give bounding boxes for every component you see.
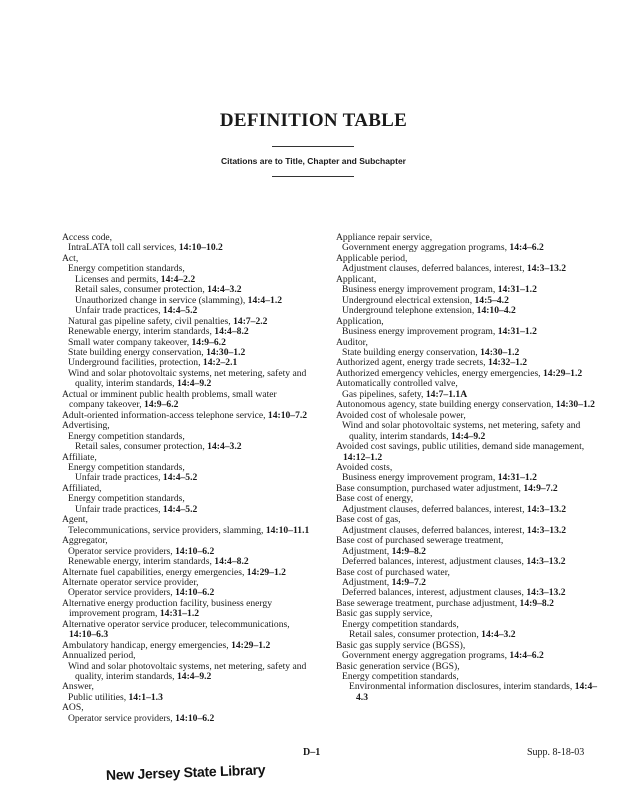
citation: 14:31–1.2	[497, 326, 537, 338]
entry-text: Licenses and permits,	[75, 273, 161, 285]
entry-text: Applicant,	[336, 273, 377, 285]
entry-text: Renewable energy, interim standards,	[68, 556, 215, 568]
entry-text: Operator service providers,	[68, 587, 176, 599]
citation: 14:3–13.2	[526, 263, 567, 275]
entry-text: Access code,	[62, 232, 113, 243]
citation: 14:9–6.2	[191, 336, 226, 348]
entry-text: Advertising,	[62, 420, 110, 432]
entry-text: Energy competition standards,	[68, 263, 185, 275]
entry-text: Application,	[336, 315, 384, 327]
index-subentry	[336, 327, 598, 337]
citation: 14:4–2.2	[160, 273, 196, 285]
citation: 14:31–1.2	[497, 284, 537, 296]
right-column	[336, 233, 598, 703]
entry-text: Applicable period,	[336, 252, 408, 264]
entry-text: Automatically controlled valve,	[336, 378, 458, 390]
citation: 14:29–1.2	[231, 639, 271, 651]
entry-text: Base cost of gas,	[336, 514, 401, 526]
citation: 14:4–5.2	[162, 305, 198, 317]
citation: 14:3–13.2	[526, 587, 566, 599]
entry-text: Energy competition standards,	[342, 671, 459, 683]
entry-text: Underground electrical extension,	[342, 294, 475, 306]
citation: 14:12–1.2	[343, 451, 383, 463]
entry-text: Wind and solar photovoltaic systems, net metering, safety and quality, interim standards,	[68, 660, 307, 683]
entry-text: Base cost of purchased sewerage treatment,	[336, 535, 504, 547]
citation: 14:4–6.2	[509, 650, 544, 662]
citation: 14:4–9.2	[176, 671, 212, 683]
entry-text: Energy competition standards,	[68, 493, 185, 505]
entry-text: Government energy aggregation programs,	[342, 650, 510, 662]
index-subentry	[62, 714, 312, 724]
entry-text: Base cost of energy,	[336, 493, 413, 505]
entry-text: Adjustment,	[342, 576, 392, 588]
citation: 14:10–6.2	[175, 587, 215, 599]
citation: 14:4–1.2	[247, 294, 283, 306]
title-rule-bottom	[272, 176, 354, 177]
library-stamp: New Jersey State Library	[105, 761, 266, 783]
index-term	[62, 620, 312, 641]
entry-text: Energy competition standards,	[342, 618, 459, 630]
citation: 14:10–11.1	[265, 524, 310, 536]
entry-text: Ambulatory handicap, energy emergencies,	[62, 639, 232, 651]
citation: 14:4–9.2	[450, 430, 486, 442]
index-subentry	[62, 693, 312, 703]
entry-text: Energy competition standards,	[68, 461, 185, 473]
citation: 14:2–2.1	[202, 357, 238, 369]
index-subentry	[62, 243, 312, 253]
title-rule-top	[272, 146, 354, 147]
index-subentry	[336, 682, 598, 703]
citation: 14:7–1.1A	[425, 388, 468, 400]
left-column	[62, 233, 312, 724]
supplement-date: Supp. 8-18-03	[527, 747, 585, 758]
entry-text: Public utilities,	[68, 691, 129, 703]
citation: 14:31–1.2	[497, 472, 537, 484]
entry-text: Operator service providers,	[68, 545, 176, 557]
entry-text: Adjustment clauses, deferred balances, interest,	[342, 524, 527, 536]
citation: 14:31–1.2	[159, 608, 200, 620]
citation: 14:32–1.2	[487, 357, 528, 369]
citation: 14:29–1.2	[246, 566, 286, 578]
entry-text: Unfair trade practices,	[75, 503, 163, 515]
citation: 14:9–7.2	[391, 576, 426, 588]
entry-text: Wind and solar photovoltaic systems, net metering, safety and quality, interim standards,	[68, 367, 307, 390]
entry-text: IntraLATA toll call services,	[68, 242, 179, 254]
citation: 14:9–6.2	[144, 399, 179, 411]
citation: 14:4–9.2	[176, 378, 212, 390]
entry-text: Telecommunications, service providers, slamming,	[68, 524, 266, 536]
entry-text: Wind and solar photovoltaic systems, net metering, safety and quality, interim standards,	[342, 420, 581, 442]
index-subentry	[62, 369, 312, 390]
citation: 14:29–1.2	[542, 367, 583, 379]
entry-text: Underground facilities, protection,	[68, 357, 203, 369]
entry-text: Alternate fuel capabilities, energy emergencies,	[62, 566, 247, 578]
index-subentry	[62, 662, 312, 683]
entry-text: Operator service providers,	[68, 712, 176, 724]
citation: 14:4–4.3	[356, 681, 598, 703]
entry-text: Actual or imminent public health problems, small water company takeover,	[62, 388, 277, 411]
entry-text: Alternative operator service producer, telecommunications,	[62, 618, 290, 630]
citation: 14:4–3.2	[207, 284, 242, 296]
entry-text: Adult-oriented information-access telephone service,	[62, 409, 268, 421]
citation: 14:5–4.2	[474, 294, 509, 306]
entry-text: Basic gas supply service (BGSS),	[336, 639, 466, 651]
entry-text: Avoided costs,	[336, 461, 393, 473]
entry-text: Unauthorized change in service (slamming),	[75, 294, 248, 306]
entry-text: Business energy improvement program,	[342, 472, 498, 484]
citation: 14:10–6.3	[69, 629, 109, 641]
citation: 14:9–8.2	[391, 545, 426, 557]
entry-text: Government energy aggregation programs,	[342, 242, 510, 254]
entry-text: Aggregator,	[62, 535, 108, 547]
entry-text: Retail sales, consumer protection,	[349, 629, 482, 641]
index-subentry	[336, 421, 598, 442]
entry-text: AOS,	[62, 702, 84, 714]
index-term	[62, 390, 312, 411]
citation: 14:10–4.2	[476, 305, 516, 317]
entry-text: Deferred balances, interest, adjustment clauses,	[342, 556, 527, 568]
entry-text: Energy competition standards,	[68, 430, 185, 442]
citation: 14:9–7.2	[523, 482, 558, 494]
index-term	[62, 599, 312, 620]
citation: 14:10–6.2	[175, 545, 215, 557]
entry-text: State building energy conservation,	[342, 346, 481, 358]
entry-text: Affiliate,	[62, 451, 97, 463]
entry-text: Adjustment clauses, deferred balances, interest,	[342, 503, 527, 515]
entry-text: Adjustment clauses, deferred balances, interest,	[342, 263, 527, 275]
entry-text: Small water company takeover,	[68, 336, 192, 348]
citation: 14:30–1.2	[206, 346, 246, 358]
index-subentry	[62, 442, 312, 452]
entry-text: Base consumption, purchased water adjustment,	[336, 482, 524, 494]
entry-text: Appliance repair service,	[336, 232, 433, 243]
citation: 14:3–13.2	[526, 556, 566, 568]
entry-text: Base sewerage treatment, purchase adjustment,	[336, 597, 520, 609]
entry-text: Alternate operator service provider,	[62, 576, 199, 588]
entry-text: Auditor,	[336, 336, 368, 348]
index-subentry	[62, 505, 312, 515]
citation: 14:4–3.2	[481, 629, 516, 641]
citation: 14:4–3.2	[207, 441, 242, 453]
index-term	[336, 442, 598, 463]
entry-text: Affiliated,	[62, 482, 102, 494]
entry-text: Annualized period,	[62, 650, 136, 662]
entry-text: Basic generation service (BGS),	[336, 660, 460, 672]
entry-text: Authorized agent, energy trade secrets,	[336, 357, 488, 369]
citation: 14:1–1.3	[128, 691, 163, 703]
page-title: DEFINITION TABLE	[219, 110, 408, 131]
entry-text: Alternative energy production facility, business energy improvement program,	[62, 597, 273, 620]
entry-text: Base cost of purchased water,	[336, 566, 450, 578]
entry-text: Act,	[62, 252, 79, 264]
entry-text: Business energy improvement program,	[342, 284, 498, 296]
entry-text: Answer,	[62, 681, 94, 693]
citation: 14:30–1.2	[480, 346, 520, 358]
citation: 14:7–2.2	[233, 315, 268, 327]
citation: 14:3–13.2	[526, 524, 567, 536]
entry-text: State building energy conservation,	[68, 346, 207, 358]
entry-text: Business energy improvement program,	[342, 326, 498, 338]
entry-text: Unfair trade practices,	[75, 305, 163, 317]
entry-text: Gas pipelines, safety,	[342, 388, 426, 400]
entry-text: Renewable energy, interim standards,	[68, 326, 215, 338]
citation: 14:4–8.2	[214, 556, 249, 568]
entry-text: Retail sales, consumer protection,	[75, 441, 208, 453]
citation: 14:4–6.2	[509, 242, 544, 254]
citation: 14:9–8.2	[519, 597, 554, 609]
entry-text: Avoided cost savings, public utilities, demand side management,	[336, 441, 585, 453]
entry-text: Avoided cost of wholesale power,	[336, 409, 466, 421]
page-subtitle: Citations are to Title, Chapter and Subchapter	[221, 156, 406, 166]
entry-text: Natural gas pipeline safety, civil penalties,	[68, 315, 234, 327]
citation: 14:4–8.2	[214, 326, 249, 338]
entry-text: Adjustment,	[342, 545, 392, 557]
entry-text: Autonomous agency, state building energy conservation,	[336, 399, 556, 411]
citation: 14:10–7.2	[267, 409, 308, 421]
entry-text: Basic gas supply service,	[336, 608, 433, 620]
citation: 14:4–5.2	[162, 472, 198, 484]
entry-text: Retail sales, consumer protection,	[75, 284, 208, 296]
citation: 14:30–1.2	[555, 399, 595, 411]
entry-text: Authorized emergency vehicles, energy emergencies,	[336, 367, 543, 379]
entry-text: Underground telephone extension,	[342, 305, 477, 317]
entry-text: Deferred balances, interest, adjustment clauses,	[342, 587, 527, 599]
entry-text: Environmental information disclosures, interim standards,	[349, 681, 575, 693]
citation: 14:10–6.2	[175, 712, 215, 724]
page-number: D–1	[303, 747, 321, 758]
citation: 14:3–13.2	[526, 503, 567, 515]
citation: 14:4–5.2	[162, 503, 198, 515]
citation: 14:10–10.2	[178, 242, 223, 254]
entry-text: Agent,	[62, 514, 88, 526]
entry-text: Unfair trade practices,	[75, 472, 163, 484]
